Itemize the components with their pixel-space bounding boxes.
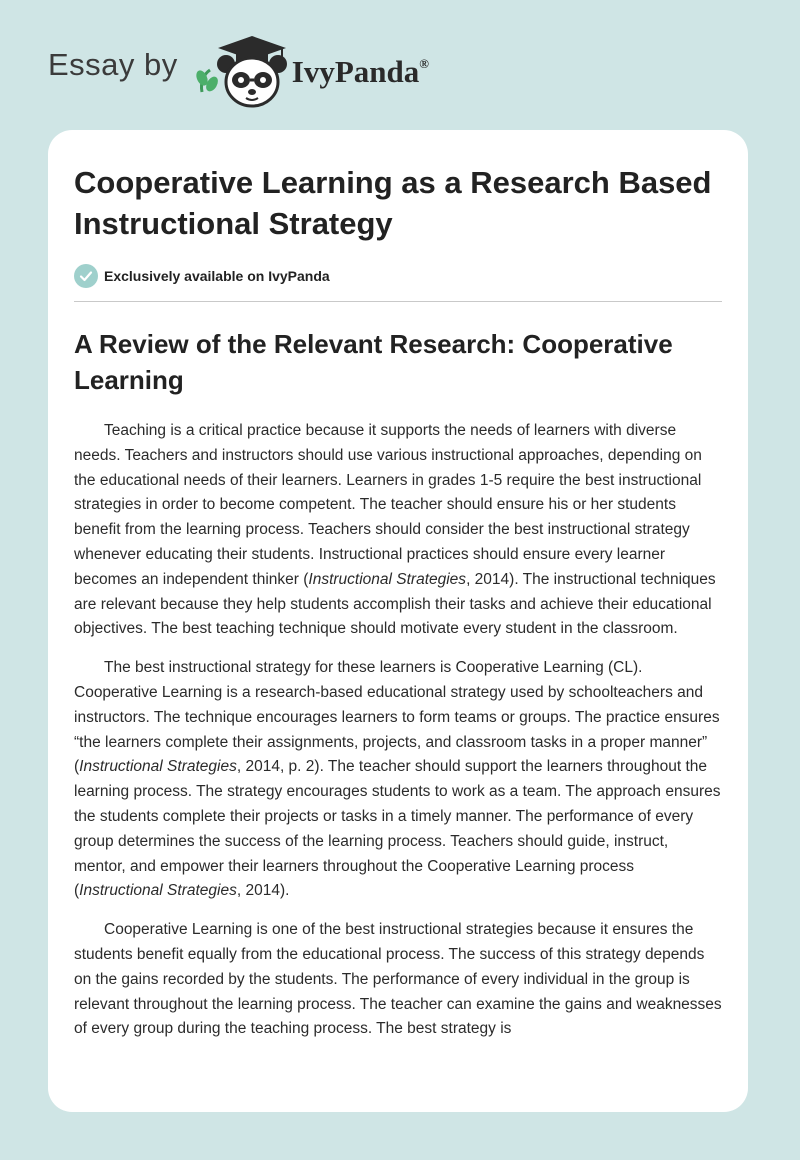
paragraph-text: , 2014, p. 2). The teacher should support the learners throughout the learning process. The strategy encourages students to work as a team. The approach ensures the students complete their projects or tasks in a timely manner. The performance of every group determines the success of the learning process. Teachers should guide, instruct, mentor, and empower their learners throughout the Cooperative Learning process ( (74, 758, 721, 900)
exclusive-badge (74, 264, 722, 288)
essay-card (48, 130, 748, 1112)
site-header (48, 30, 429, 110)
paragraph-text: The best instructional strategy for these learners is Cooperative Learning (CL). Cooperative Learning is a research-based educational strategy used by schoolteachers and instructors. The technique encourages learners to form teams or groups. The practice ensures “the learners complete their assignments, projects, and classroom tasks in a proper manner” ( (74, 659, 720, 776)
body-paragraph (74, 918, 722, 1042)
panda-graduate-icon[interactable] (192, 30, 288, 110)
exclusive-label: Exclusively available on IvyPanda (104, 268, 330, 284)
paragraph-text: , 2014). (236, 882, 290, 900)
citation-title: Instructional Strategies (79, 758, 237, 776)
check-circle-icon (74, 264, 98, 288)
citation-title: Instructional Strategies (79, 882, 237, 900)
brand-label: IvyPanda (291, 54, 420, 89)
essay-by-label: Essay by (48, 47, 178, 82)
essay-body (74, 419, 722, 1042)
registered-mark: ® (419, 56, 429, 71)
brand-name[interactable] (292, 54, 429, 90)
body-paragraph (74, 419, 722, 642)
divider (74, 301, 722, 302)
paragraph-text: , 2014). The instructional techniques are relevant because they help students accomplish their tasks and achieve their educational objectives. The best teaching technique should motivate every student in the classroom. (74, 570, 716, 638)
section-heading: A Review of the Relevant Research: Cooperative Learning (74, 329, 673, 395)
paragraph-text: Teaching is a critical practice because it supports the needs of learners with diverse needs. Teachers and instructors should use various instructional approaches, depending on the educational needs of their learners. Learners in grades 1-5 require the best instructional strategies in order to become competent. The teacher should ensure his or her students benefit from the learning process. Teachers should consider the best instructional strategy whenever educating their students. Instructional practices should ensure every learner becomes an independent thinker ( (74, 422, 702, 588)
body-paragraph (74, 656, 722, 904)
essay-title: Cooperative Learning as a Research Based Instructional Strategy (74, 165, 712, 241)
paragraph-text: Cooperative Learning is one of the best instructional strategies because it ensures the students benefit equally from the educational process. The success of this strategy depends on the gains recorded by the students. The performance of every individual in the group is relevant throughout the learning process. The teacher can examine the gains and weaknesses of every group during the teaching process. The best strategy is (74, 921, 722, 1038)
citation-title: Instructional Strategies (308, 570, 467, 588)
